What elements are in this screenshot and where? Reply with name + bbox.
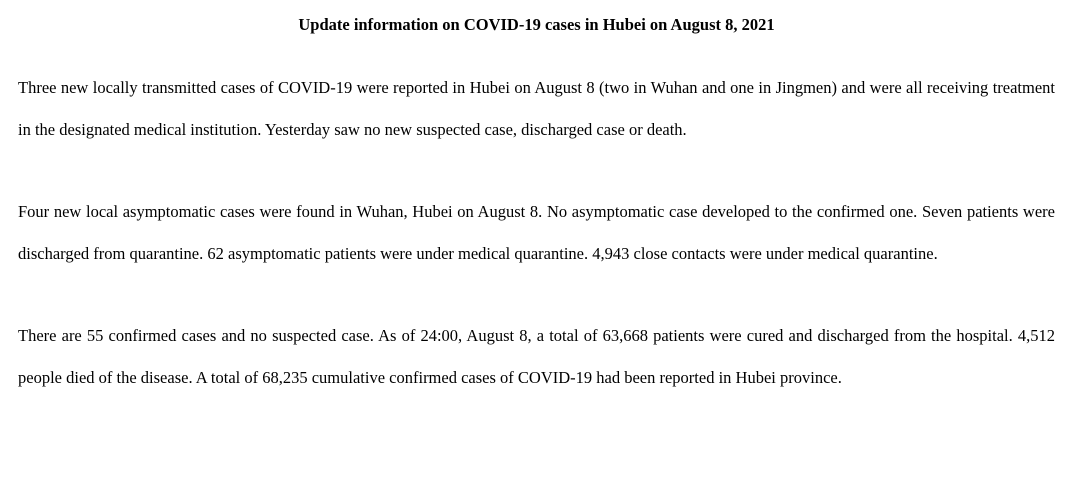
paragraph-new-cases: Three new locally transmitted cases of COVID-19 were reported in Hubei on August 8 (two in Wuhan and one in Jingmen) and were all receiving treatment in the designated medical institution. Yesterday saw no new suspected case, discharged case or death. [18, 78, 1055, 139]
paragraph-cumulative-totals: There are 55 confirmed cases and no suspected case. As of 24:00, August 8, a total of 63,668 patients were cured and discharged from the hospital. 4,512 people died of the disease. A total of 68,235 cumulative confirmed cases of COVID-19 had been reported in Hubei province. [18, 326, 1055, 387]
page-title: Update information on COVID-19 cases in Hubei on August 8, 2021 [298, 15, 775, 34]
paragraph-asymptomatic-cases: Four new local asymptomatic cases were found in Wuhan, Hubei on August 8. No asymptomatic case developed to the confirmed one. Seven patients were discharged from quarantine. 62 asymptomatic patients were under medical quarantine. 4,943 close contacts were under medical quarantine. [18, 202, 1055, 263]
